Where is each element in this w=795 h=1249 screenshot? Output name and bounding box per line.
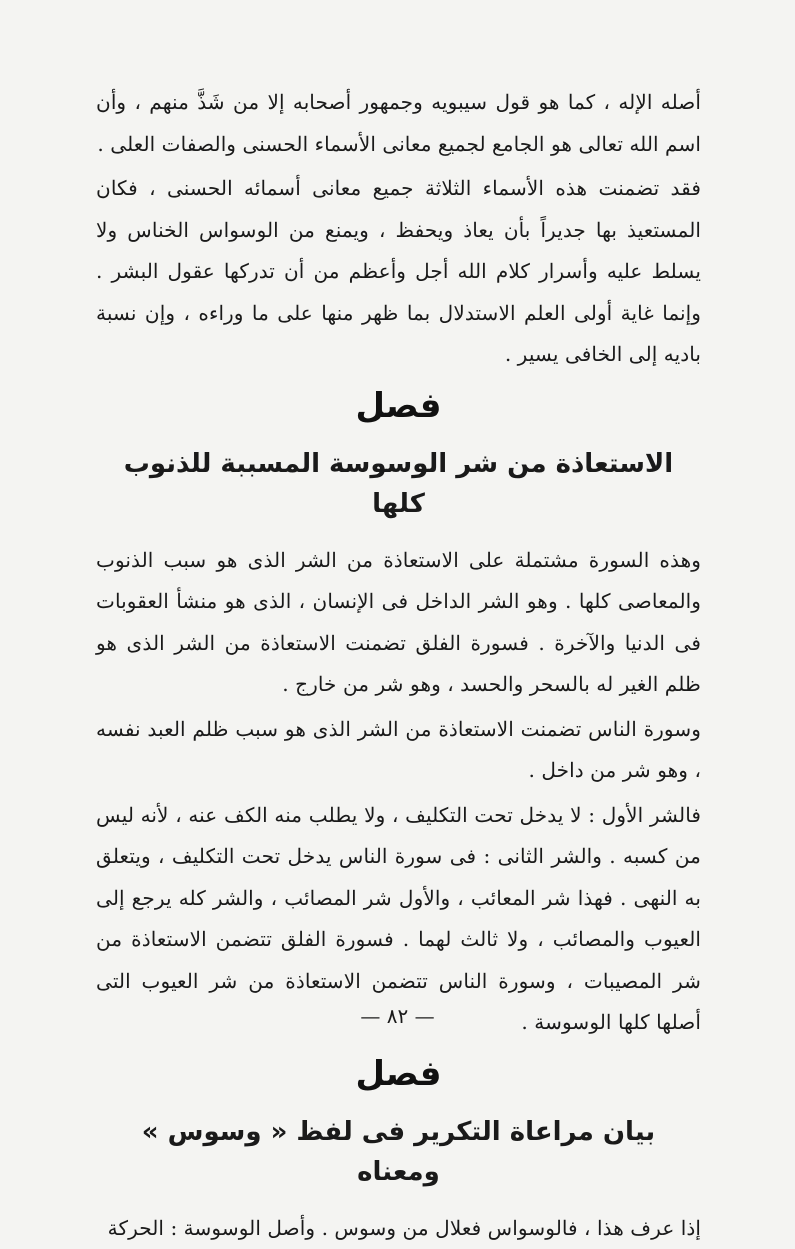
section-heading: الاستعاذة من شر الوسوسة المسببة للذنوب كلها bbox=[96, 444, 701, 524]
section-marker-text: فصل bbox=[355, 1054, 441, 1094]
paragraph: وهذه السورة مشتملة على الاستعاذة من الشر الذى هو سبب الذنوب والمعاصى كلها . وهو الشر الداخل فى الإنسان ، الذى هو منشأ العقوبات فى الدنيا والآخرة . فسورة الفلق تضمنت الاستعاذة من الشر الذى هو ظلم الغير له بالسحر والحسد ، وهو شر من خارج . bbox=[96, 540, 701, 706]
section-heading: بيان مراعاة التكرير فى لفظ « وسوس » ومعناه bbox=[96, 1112, 701, 1192]
paragraph: فقد تضمنت هذه الأسماء الثلاثة جميع معانى أسمائه الحسنى ، فكان المستعيذ بها جديراً بأن يعاذ ويحفظ ، ويمنع من الوسواس الخناس ولا يسلط عليه وأسرار كلام الله أجل وأعظم من أن تدركها عقول البشر . وإنما غاية أولى العلم الاستدلال بما ظهر منها على ما وراءه ، وإن نسبة باديه إلى الخافى يسير . bbox=[96, 168, 701, 376]
paragraph: وسورة الناس تضمنت الاستعاذة من الشر الذى هو سبب ظلم العبد نفسه ، وهو شر من داخل . bbox=[96, 709, 701, 792]
paragraph: أصله الإله ، كما هو قول سيبويه وجمهور أصحابه إلا من شَذَّ منهم ، وأن اسم الله تعالى هو الجامع لجميع معانى الأسماء الحسنى والصفات العلى . bbox=[96, 82, 701, 165]
section-marker bbox=[96, 1054, 701, 1098]
paragraph: فالشر الأول : لا يدخل تحت التكليف ، ولا يطلب منه الكف عنه ، لأنه ليس من كسبه . والشر الثانى : فى سورة الناس يدخل تحت التكليف ، ويتعلق به النهى . فهذا شر المعائب ، والأول شر المصائب ، والشر كله يرجع إلى العيوب والمصائب ، ولا ثالث لهما . فسورة الفلق تتضمن الاستعاذة من شر المصيبات ، وسورة الناس تتضمن الاستعاذة من شر العيوب التى أصلها كلها الوسوسة . bbox=[96, 795, 701, 1044]
section-marker bbox=[96, 386, 701, 430]
paragraph: إذا عرف هذا ، فالوسواس فعلال من وسوس . وأصل الوسوسة : الحركة bbox=[96, 1208, 701, 1249]
page-number: — ٨٢ — bbox=[0, 1004, 795, 1028]
section-marker-text: فصل bbox=[355, 386, 441, 426]
